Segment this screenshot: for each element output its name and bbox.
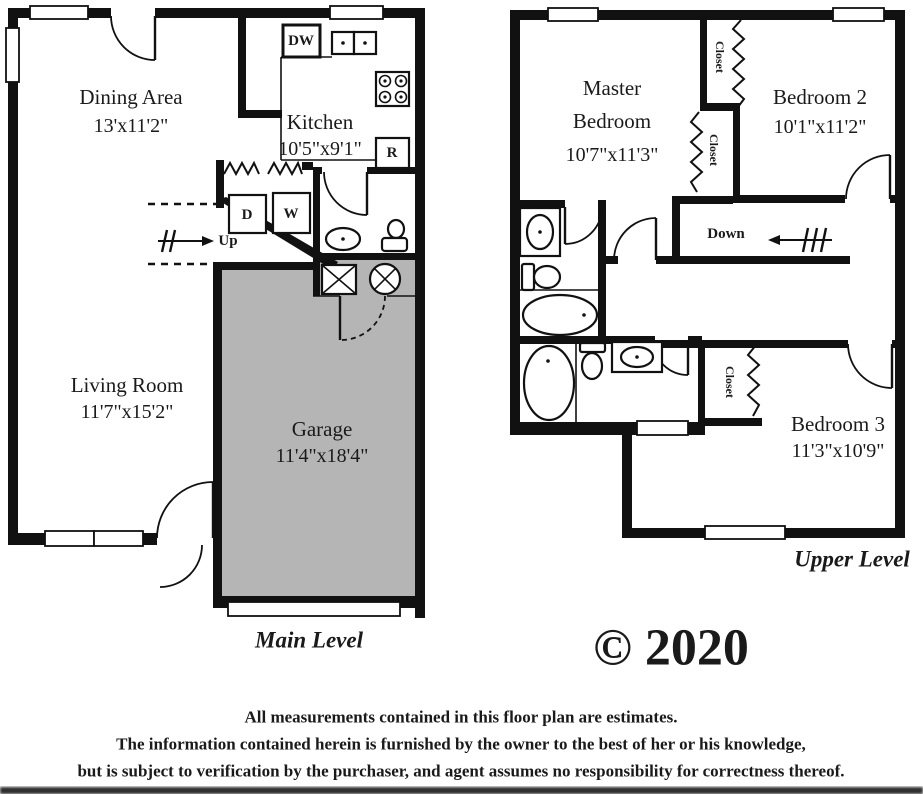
bifold-door bbox=[224, 163, 259, 174]
wall bbox=[510, 10, 520, 435]
garage-door bbox=[228, 602, 400, 616]
burner-dot bbox=[383, 95, 386, 98]
wall bbox=[672, 196, 680, 264]
wall bbox=[672, 256, 850, 264]
window bbox=[45, 531, 94, 546]
front-door-swing bbox=[157, 482, 213, 538]
wall bbox=[606, 256, 618, 264]
toilet-bowl bbox=[582, 353, 602, 379]
dishwasher-label: DW bbox=[288, 33, 314, 49]
wall bbox=[700, 103, 740, 111]
bedroom2-dims: 10'1"x11'2" bbox=[773, 116, 867, 138]
wall bbox=[892, 340, 905, 348]
window bbox=[30, 6, 88, 19]
bedroom2-label: Bedroom 2 bbox=[773, 85, 867, 109]
wall bbox=[672, 196, 733, 204]
stairs-down bbox=[768, 228, 832, 252]
window bbox=[833, 8, 884, 21]
window bbox=[330, 6, 383, 19]
burner-dot bbox=[383, 79, 386, 82]
main-level-plan bbox=[6, 6, 425, 653]
closet-zigzag bbox=[748, 345, 759, 416]
master-bedroom-label-2: Bedroom bbox=[572, 109, 652, 133]
door-swing bbox=[324, 172, 367, 215]
door-swing bbox=[111, 16, 155, 60]
garage-label: Garage bbox=[291, 417, 353, 441]
wall bbox=[698, 340, 705, 425]
tub-oval bbox=[523, 295, 597, 335]
laundry-closet bbox=[224, 163, 310, 233]
refrigerator-label: R bbox=[386, 145, 398, 161]
disclaimer-line-1: All measurements contained in this floor plan are estimates. bbox=[244, 707, 678, 727]
sink-drain bbox=[363, 41, 367, 45]
burner-dot bbox=[399, 95, 402, 98]
master-bedroom-label-1: Master bbox=[582, 76, 642, 100]
bedroom3-dims: 11'3"x10'9" bbox=[791, 440, 885, 462]
closet2-label: Closet bbox=[707, 134, 721, 166]
up-arrow-head bbox=[202, 236, 214, 246]
burner-dot bbox=[399, 79, 402, 82]
window bbox=[94, 531, 143, 546]
master-bath-fixtures bbox=[520, 208, 598, 335]
main-level-title: Main Level bbox=[255, 627, 363, 653]
wall bbox=[622, 430, 632, 538]
cropped-text-band bbox=[0, 787, 923, 794]
half-bath-fixtures bbox=[326, 220, 407, 251]
living-room-dims: 11'7"x15'2" bbox=[80, 401, 174, 423]
window bbox=[6, 28, 19, 82]
second-bath-fixtures bbox=[524, 342, 662, 422]
wall bbox=[700, 13, 707, 110]
wall bbox=[415, 8, 425, 618]
sink-drain bbox=[538, 230, 542, 234]
door-swing bbox=[614, 218, 656, 260]
wall bbox=[656, 256, 672, 264]
wall bbox=[213, 262, 222, 608]
kitchen-label: Kitchen bbox=[286, 110, 354, 134]
window bbox=[637, 421, 688, 435]
wall bbox=[238, 18, 246, 118]
closet3-label: Closet bbox=[723, 366, 737, 398]
tub-drain bbox=[582, 313, 586, 317]
toilet-bowl bbox=[388, 220, 404, 238]
wall bbox=[216, 262, 316, 270]
copyright-year: © 2020 bbox=[593, 619, 749, 677]
bedroom3-label: Bedroom 3 bbox=[791, 412, 885, 436]
wall bbox=[8, 8, 18, 545]
wall bbox=[313, 167, 320, 296]
tub-oval bbox=[524, 346, 574, 420]
living-room-label: Living Room bbox=[70, 373, 184, 397]
closet-zigzag bbox=[733, 20, 744, 107]
door-swing bbox=[846, 155, 890, 199]
bifold-door bbox=[268, 163, 302, 174]
toilet-bowl bbox=[534, 266, 560, 288]
wall bbox=[313, 167, 322, 174]
down-label: Down bbox=[707, 226, 745, 242]
wall bbox=[238, 110, 282, 118]
upper-level-title: Upper Level bbox=[794, 546, 910, 572]
washer-label: W bbox=[283, 206, 299, 222]
dryer-label: D bbox=[241, 207, 253, 223]
toilet-tank bbox=[580, 343, 605, 352]
closet-zigzag bbox=[691, 112, 702, 192]
tub-drain bbox=[546, 359, 550, 363]
stairs-up bbox=[148, 204, 216, 264]
disclaimer-line-2: The information contained herein is furnished by the owner to the best of her or his knowledge, bbox=[116, 734, 806, 754]
wall bbox=[895, 10, 905, 538]
wall bbox=[698, 418, 762, 426]
closet1-label: Closet bbox=[713, 41, 727, 73]
window bbox=[548, 8, 598, 21]
wall bbox=[510, 200, 565, 208]
wall bbox=[733, 195, 845, 203]
toilet-base bbox=[382, 238, 407, 251]
door-swing bbox=[848, 344, 892, 388]
dining-area-label: Dining Area bbox=[79, 85, 183, 109]
upper-level-plan bbox=[510, 8, 910, 572]
disclaimer-line-3: but is subject to verification by the purchaser, and agent assumes no responsibility for correctness thereof. bbox=[77, 761, 845, 781]
kitchen-dims: 10'5"x9'1" bbox=[278, 138, 362, 160]
sink-drain bbox=[341, 41, 345, 45]
storm-door-swing bbox=[160, 545, 202, 587]
sink-drain bbox=[635, 355, 639, 359]
wall bbox=[733, 110, 740, 200]
toilet-tank bbox=[522, 264, 534, 290]
down-arrow-head bbox=[768, 235, 780, 245]
up-label: Up bbox=[218, 233, 238, 249]
master-bedroom-dims: 10'7"x11'3" bbox=[565, 144, 659, 166]
sink-drain bbox=[341, 237, 345, 241]
wall bbox=[155, 8, 425, 18]
wall bbox=[302, 162, 313, 170]
dining-area-dims: 13'x11'2" bbox=[93, 115, 169, 137]
window bbox=[705, 526, 785, 539]
garage-dims: 11'4"x18'4" bbox=[275, 445, 369, 467]
door-swing bbox=[565, 207, 602, 244]
wall bbox=[890, 195, 905, 203]
